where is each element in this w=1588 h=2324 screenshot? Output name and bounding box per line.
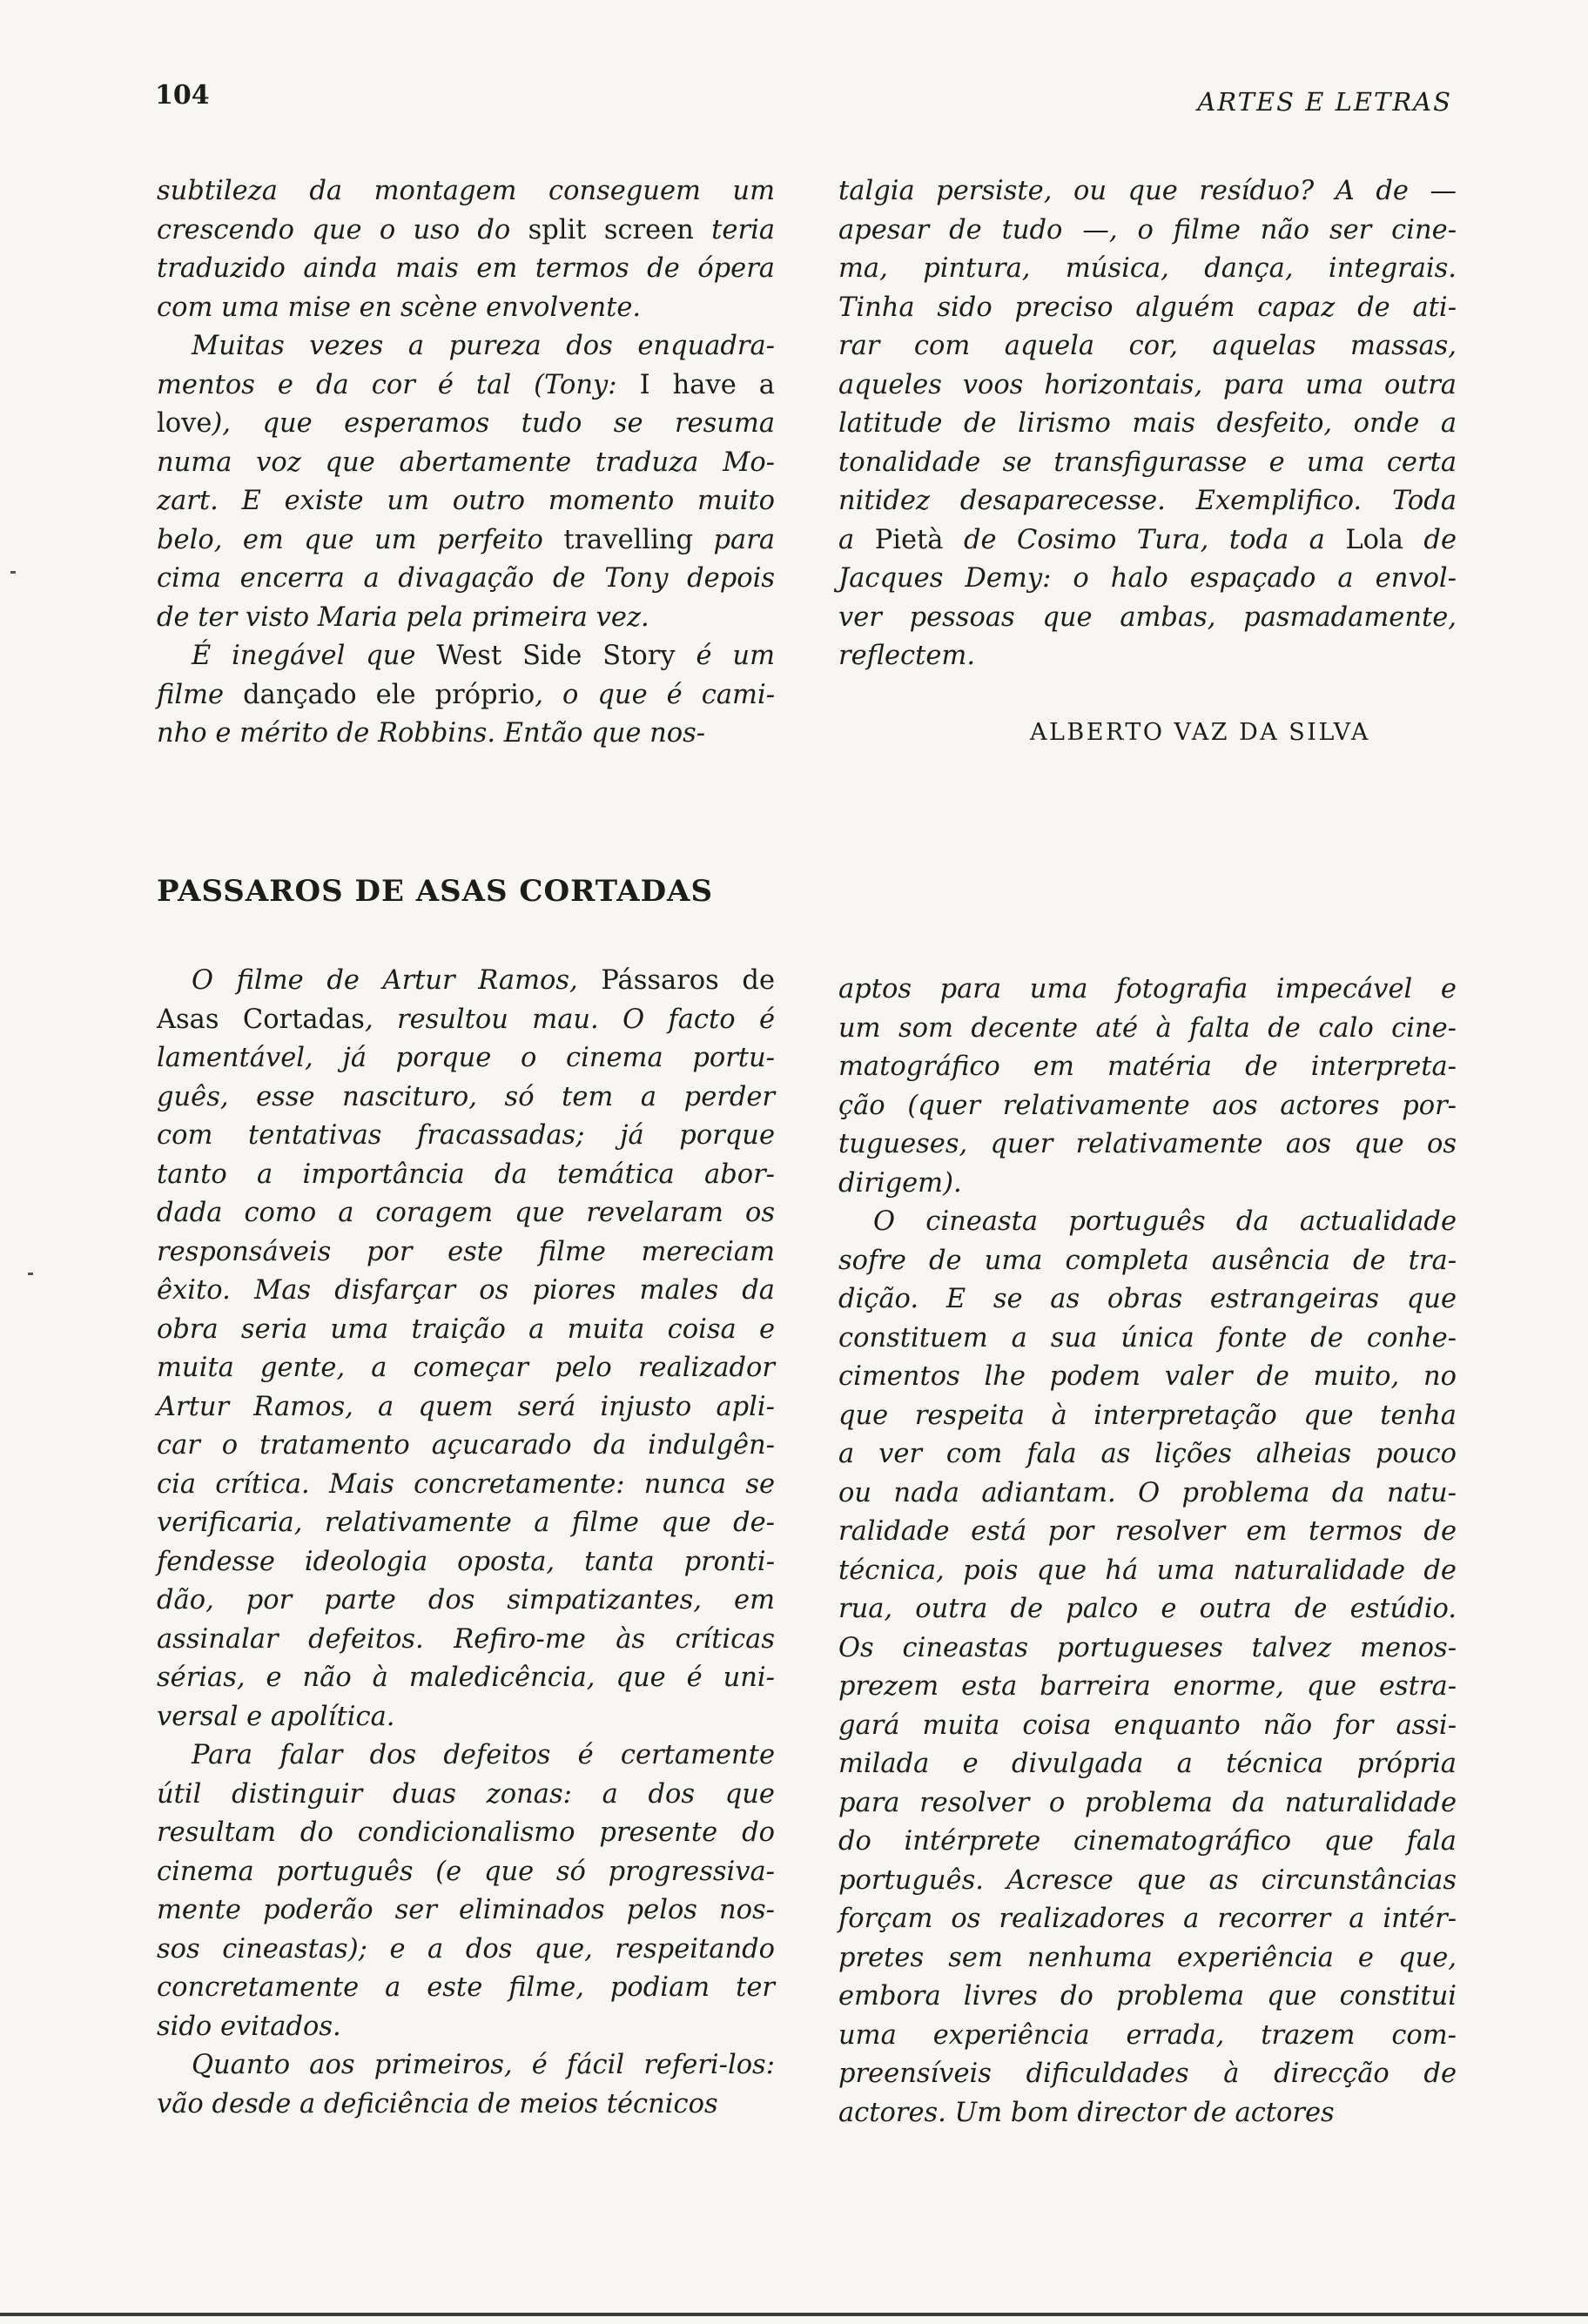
text-line: prezem esta barreira enorme, que estra-	[838, 1671, 1457, 1702]
text-line: numa voz que abertamente traduza Mo-	[157, 447, 775, 478]
margin-mark	[28, 1273, 33, 1275]
text-line: dada como a coragem que revelaram os	[157, 1198, 775, 1228]
text-line: Jacques Demy: o halo espaçado a envol-	[838, 563, 1457, 594]
text-line: Quanto aos primeiros, é fácil referi-los:	[192, 2050, 775, 2080]
text-line: técnica, pois que há uma naturalidade de	[838, 1555, 1457, 1586]
text-line: Tinha sido preciso alguém capaz de ati-	[838, 292, 1457, 323]
text-line: rar com aquela cor, aquelas massas,	[838, 331, 1457, 361]
text-line: ver pessoas que ambas, pasmadamente,	[838, 601, 1457, 633]
text-line: guês, esse nascituro, só tem a perder	[157, 1081, 775, 1112]
text-line: zart. E existe um outro momento muito	[157, 486, 775, 516]
text-line: tonalidade se transfigurasse e uma certa	[838, 447, 1457, 478]
text-line: cinema português (e que só progressiva-	[157, 1856, 775, 1887]
text-line: tugueses, quer relativamente aos que os	[838, 1129, 1457, 1159]
text-line: com tentativas fracassadas; já porque	[157, 1120, 775, 1151]
text-line: muita gente, a começar pelo realizador	[157, 1353, 775, 1383]
text-line: embora livres do problema que constitui	[838, 1981, 1457, 2012]
text-line: gará muita coisa enquanto não for assi-	[838, 1709, 1457, 1741]
text-line: Artur Ramos, a quem será injusto apli-	[157, 1391, 775, 1422]
text-line: ma, pintura, música, dança, integrais.	[838, 253, 1457, 284]
text-line: O filme de Artur Ramos, Pássaros de	[192, 965, 775, 996]
text-line: vão desde a deficiência de meios técnicos	[157, 2088, 718, 2119]
text-line: preensíveis dificuldades à direcção de	[838, 2059, 1457, 2089]
text-line: É inegável que West Side Story é um	[192, 641, 775, 671]
article2-left-column	[157, 962, 775, 2124]
text-line: car o tratamento açucarado da indulgên-	[157, 1430, 775, 1461]
text-line: reflectem.	[838, 641, 976, 671]
text-line: fendesse ideologia oposta, tanta pronti-	[157, 1546, 775, 1577]
text-line: a Pietà de Cosimo Tura, toda a Lola de	[838, 524, 1457, 555]
page-header	[155, 80, 1452, 124]
text-line: aptos para uma fotografia impecável e	[838, 974, 1457, 1004]
text-line: concretamente a este filme, podiam ter	[157, 1972, 775, 2003]
text-line: pretes sem nenhuma experiência e que,	[838, 1942, 1457, 1973]
text-line: mentos e da cor é tal (Tony: I have a	[157, 369, 775, 400]
text-line: apesar de tudo —, o filme não ser cine-	[838, 214, 1457, 245]
article1-left-column	[157, 172, 775, 754]
text-line: com uma mise en scène envolvente.	[157, 292, 642, 323]
text-line: crescendo que o uso do split screen teria	[157, 214, 776, 245]
margin-mark	[10, 571, 16, 574]
text-line: talgia persiste, ou que resíduo? A de —	[838, 176, 1457, 206]
text-line: a ver com fala as lições alheias pouco	[838, 1439, 1457, 1469]
text-line: love), que esperamos tudo se resuma	[157, 408, 775, 439]
section-title: PASSAROS DE ASAS CORTADAS	[157, 874, 713, 909]
text-line: sérias, e não à maledicência, que é uni-	[157, 1662, 775, 1693]
text-line: actores. Um bom director de actores	[838, 2097, 1335, 2128]
text-line: sos cineastas); e a dos que, respeitando	[157, 1933, 775, 1965]
article2-right-column	[838, 971, 1457, 2133]
author-signature: ALBERTO VAZ DA SILVA	[1030, 719, 1370, 746]
text-line: nho e mérito de Robbins. Então que nos-	[157, 718, 706, 749]
text-line: versal e apolítica.	[157, 1701, 395, 1732]
running-head: ARTES E LETRAS	[1197, 87, 1452, 117]
article1-right-column	[838, 172, 1457, 676]
text-line: útil distinguir duas zonas: a dos que	[157, 1778, 775, 1810]
text-line: para resolver o problema da naturalidade	[838, 1787, 1457, 1818]
text-line: aqueles voos horizontais, para uma outra	[838, 369, 1457, 400]
text-line: mente poderão ser eliminados pelos nos-	[157, 1895, 775, 1925]
text-line: sido evitados.	[157, 2011, 341, 2042]
text-line: traduzido ainda mais em termos de ópera	[157, 253, 775, 284]
text-line: dição. E se as obras estrangeiras que	[838, 1284, 1457, 1314]
bottom-edge-rule	[0, 2313, 1588, 2316]
text-line: cia crítica. Mais concretamente: nunca se	[157, 1468, 775, 1500]
text-line: cimentos lhe podem valer de muito, no	[838, 1361, 1457, 1392]
text-line: uma experiência errada, trazem com-	[838, 2019, 1457, 2051]
text-line: Asas Cortadas, resultou mau. O facto é	[157, 1004, 775, 1035]
text-line: dão, por parte dos simpatizantes, em	[157, 1585, 775, 1615]
text-line: matográfico em matéria de interpreta-	[838, 1051, 1457, 1082]
text-line: Muitas vezes a pureza dos enquadra-	[192, 331, 775, 361]
text-line: um som decente até à falta de calo cine-	[838, 1012, 1457, 1044]
text-line: cima encerra a divagação de Tony depois	[157, 563, 775, 594]
text-line: que respeita à interpretação que tenha	[838, 1400, 1457, 1431]
text-line: nitidez desaparecesse. Exemplifico. Toda	[838, 486, 1457, 516]
text-line: Os cineastas portugueses talvez menos-	[838, 1632, 1457, 1663]
text-line: Para falar dos defeitos é certamente	[192, 1740, 775, 1770]
text-line: português. Acresce que as circunstâncias	[838, 1864, 1457, 1896]
text-line: resultam do condicionalismo presente do	[157, 1817, 775, 1848]
text-line: subtileza da montagem conseguem um	[157, 176, 775, 206]
text-line: rua, outra de palco e outra de estúdio.	[838, 1594, 1457, 1624]
text-line: responsáveis por este filme mereciam	[157, 1236, 775, 1267]
page-number: 104	[155, 80, 210, 111]
text-line: O cineasta português da actualidade	[873, 1206, 1457, 1237]
text-line: sofre de uma completa ausência de tra-	[838, 1245, 1457, 1276]
text-line: verificaria, relativamente a filme que de-	[157, 1508, 775, 1538]
text-line: ralidade está por resolver em termos de	[838, 1516, 1457, 1547]
text-line: assinalar defeitos. Refiro-me às críticas	[157, 1623, 775, 1655]
text-line: do intérprete cinematográfico que fala	[838, 1826, 1457, 1857]
text-line: tanto a importância da temática abor-	[157, 1159, 775, 1190]
text-line: de ter visto Maria pela primeira vez.	[157, 601, 649, 633]
text-line: ção (quer relativamente aos actores por-	[838, 1090, 1457, 1121]
text-line: milada e divulgada a técnica própria	[838, 1749, 1457, 1779]
text-line: belo, em que um perfeito travelling para	[157, 524, 775, 555]
text-line: constituem a sua única fonte de conhe-	[838, 1322, 1457, 1353]
text-line: lamentável, já porque o cinema portu-	[157, 1043, 775, 1073]
text-line: êxito. Mas disfarçar os piores males da	[157, 1275, 775, 1306]
text-line: ou nada adiantam. O problema da natu-	[838, 1477, 1457, 1508]
text-line: dirigem).	[838, 1167, 962, 1199]
text-line: filme dançado ele próprio, o que é cami-	[157, 679, 776, 710]
text-line: latitude de lirismo mais desfeito, onde a	[838, 408, 1457, 439]
text-line: forçam os realizadores a recorrer a intér-	[838, 1904, 1457, 1934]
text-line: obra seria uma traição a muita coisa e	[157, 1313, 775, 1345]
